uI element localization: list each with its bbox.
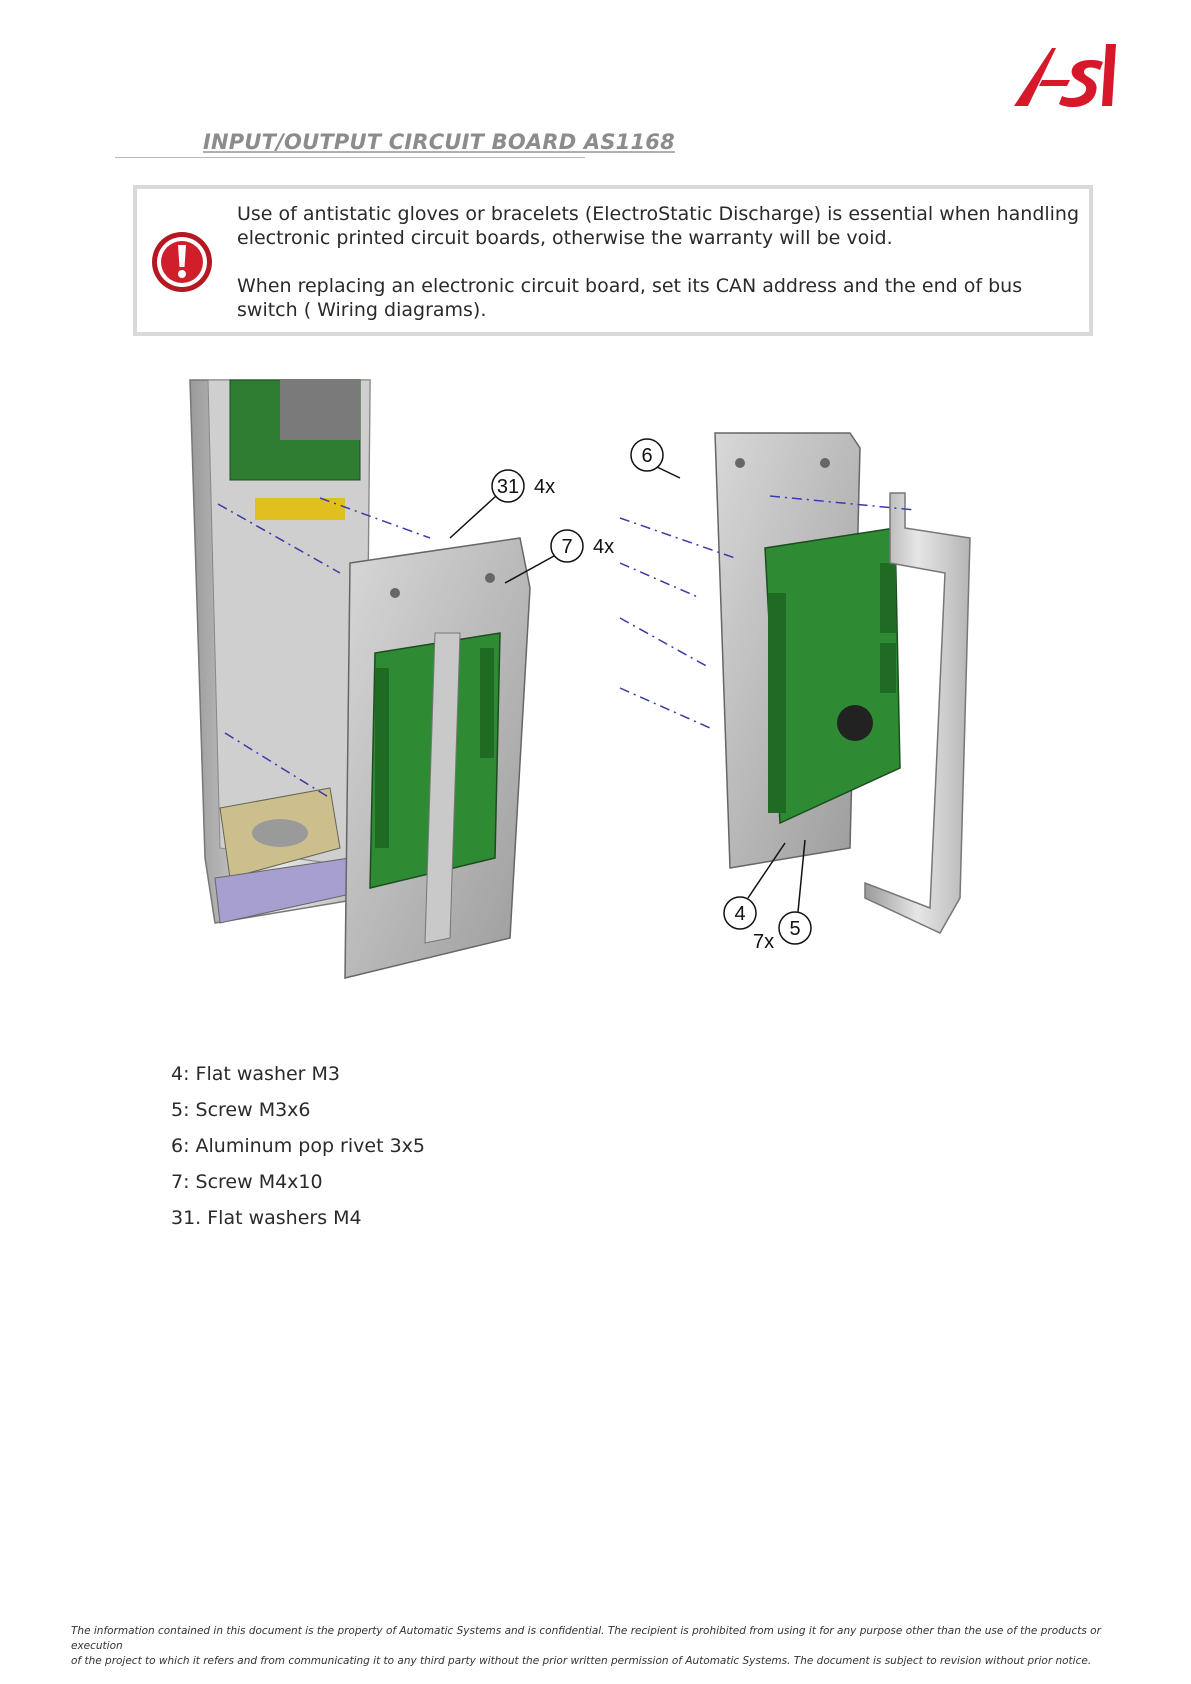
warning-paragraph-can: When replacing an electronic circuit board, set its CAN address and the end of bus switch ( Wiring diagrams). [237, 275, 1023, 321]
legend-item: 6: Aluminum pop rivet 3x5 [171, 1135, 425, 1157]
callout-6: 6 [641, 445, 653, 467]
as-logo-icon [1012, 40, 1116, 110]
legend-item: 4: Flat washer M3 [171, 1063, 341, 1085]
callout-7-qty: 4x [593, 536, 615, 558]
callout-31-qty: 4x [534, 476, 556, 498]
title-divider [115, 157, 585, 158]
callout-4: 4 [734, 903, 746, 925]
callout-5: 5 [789, 918, 801, 940]
left-board-plate [345, 538, 530, 978]
warning-box [133, 185, 1093, 336]
confidentiality-footer [71, 1624, 1121, 1669]
column-assembly [190, 380, 370, 923]
callout-31: 31 [496, 476, 520, 498]
legend-item: 5: Screw M3x6 [171, 1099, 311, 1121]
right-board-plate [715, 433, 900, 868]
legend-item: 31. Flat washers M4 [171, 1207, 362, 1229]
footer-line-2: of the project to which it refers and from communicating it to any third party without the prior written permission of Automatic Systems. The document is subject to revision without prior notice. [71, 1655, 1092, 1667]
warning-text [237, 202, 1082, 322]
exploded-view-illustration [160, 378, 1100, 1018]
warning-paragraph-esd: Use of antistatic gloves or bracelets (ElectroStatic Discharge) is essential when handling electronic printed circuit boards, otherwise the warranty will be void. [237, 203, 1080, 249]
callout-7: 7 [561, 536, 573, 558]
legend-item: 7: Screw M4x10 [171, 1171, 323, 1193]
callout-4-qty: 7x [753, 931, 775, 953]
exclamation-warning-icon [149, 229, 215, 295]
section-title: INPUT/OUTPUT CIRCUIT BOARD AS1168 [203, 130, 675, 154]
footer-line-1: The information contained in this document is the property of Automatic Systems and is confidential. The recipient is prohibited from using it for any purpose other than the use of the products or execution [71, 1625, 1101, 1652]
parts-legend [171, 1062, 425, 1242]
